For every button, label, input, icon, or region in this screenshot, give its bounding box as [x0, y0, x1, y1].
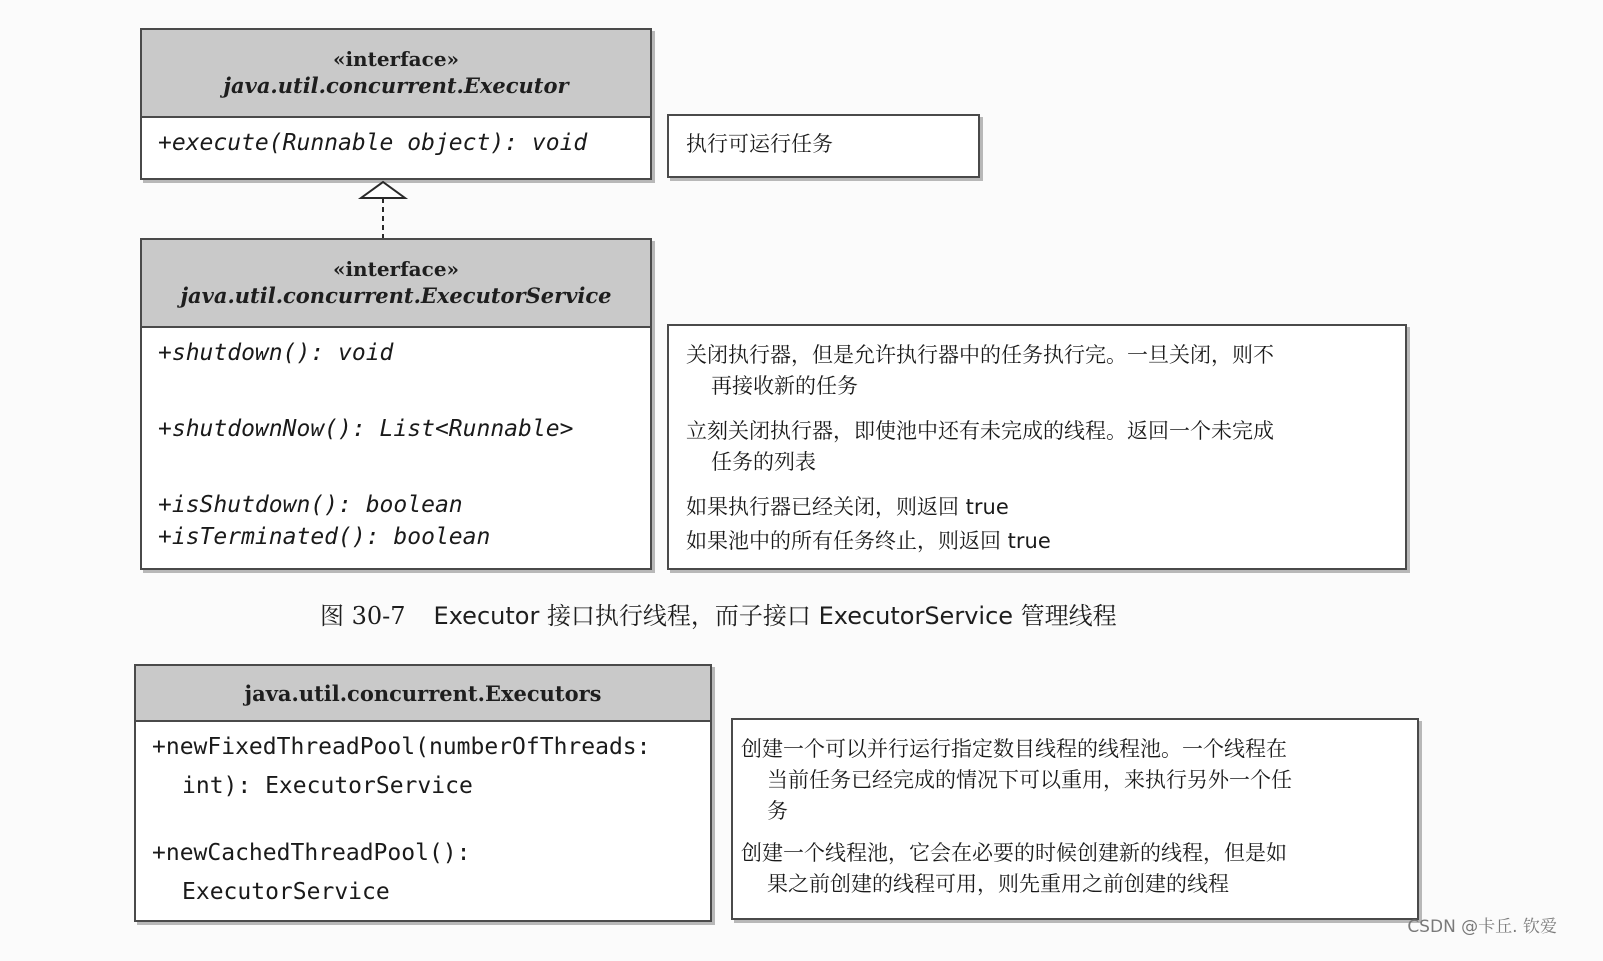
note-fixed-line1: 创建一个可以并行运行指定数目线程的线程池。一个线程在	[741, 737, 1287, 761]
executors-header	[136, 666, 710, 722]
method-shutdown: +shutdown(): void	[158, 340, 394, 366]
executor-note-text: 执行可运行任务	[686, 132, 833, 156]
method-new-cached-thread-pool-line1: +newCachedThreadPool():	[152, 840, 471, 866]
executor-service-header	[142, 240, 650, 328]
method-new-fixed-thread-pool-line1: +newFixedThreadPool(numberOfThreads:	[152, 734, 651, 760]
executor-service-stereotype: «interface»	[332, 257, 460, 281]
executor-header	[142, 30, 650, 118]
executor-stereotype: «interface»	[332, 47, 460, 71]
note-shutdown-now-line1: 立刻关闭执行器，即使池中还有未完成的线程。返回一个未完成	[686, 419, 1274, 443]
note-cached-line1: 创建一个线程池，它会在必要的时候创建新的线程，但是如	[741, 841, 1287, 865]
watermark: CSDN @卡丘. 钦爱	[1407, 917, 1557, 937]
figure-caption	[320, 596, 1117, 631]
note-cached-line2: 果之前创建的线程可用，则先重用之前创建的线程	[767, 872, 1229, 896]
note-fixed-line2: 当前任务已经完成的情况下可以重用，来执行另外一个任	[767, 768, 1292, 792]
method-new-fixed-thread-pool-line2: int): ExecutorService	[182, 773, 473, 799]
executor-service-note-box	[667, 324, 1407, 570]
executor-class-name: java.util.concurrent.Executor	[223, 73, 569, 98]
note-is-terminated: 如果池中的所有任务终止，则返回 true	[686, 529, 1051, 553]
inheritance-arrowhead	[361, 182, 405, 198]
method-is-terminated: +isTerminated(): boolean	[158, 524, 491, 550]
executor-service-interface-box	[140, 238, 652, 570]
executor-interface-box	[140, 28, 652, 180]
executors-class-name: java.util.concurrent.Executors	[244, 681, 602, 706]
note-shutdown-line1: 关闭执行器，但是允许执行器中的任务执行完。一旦关闭，则不	[686, 343, 1274, 367]
method-is-shutdown: +isShutdown(): boolean	[158, 492, 463, 518]
note-shutdown-now-line2: 任务的列表	[711, 450, 816, 474]
note-fixed-line3: 务	[767, 799, 788, 823]
inheritance-arrow	[355, 178, 415, 240]
caption-text: Executor 接口执行线程，而子接口 ExecutorService 管理线程	[433, 602, 1117, 630]
executor-method-execute: +execute(Runnable object): void	[158, 130, 588, 156]
executors-note-box	[731, 718, 1419, 920]
method-new-cached-thread-pool-line2: ExecutorService	[182, 879, 390, 905]
executor-note-box	[667, 114, 980, 178]
note-is-shutdown: 如果执行器已经关闭，则返回 true	[686, 495, 1009, 519]
executors-class-box	[134, 664, 712, 922]
note-shutdown-line2: 再接收新的任务	[711, 374, 858, 398]
method-shutdown-now: +shutdownNow(): List<Runnable>	[158, 416, 574, 442]
caption-number: 图 30-7	[320, 602, 406, 630]
executor-service-class-name: java.util.concurrent.ExecutorService	[180, 283, 612, 308]
